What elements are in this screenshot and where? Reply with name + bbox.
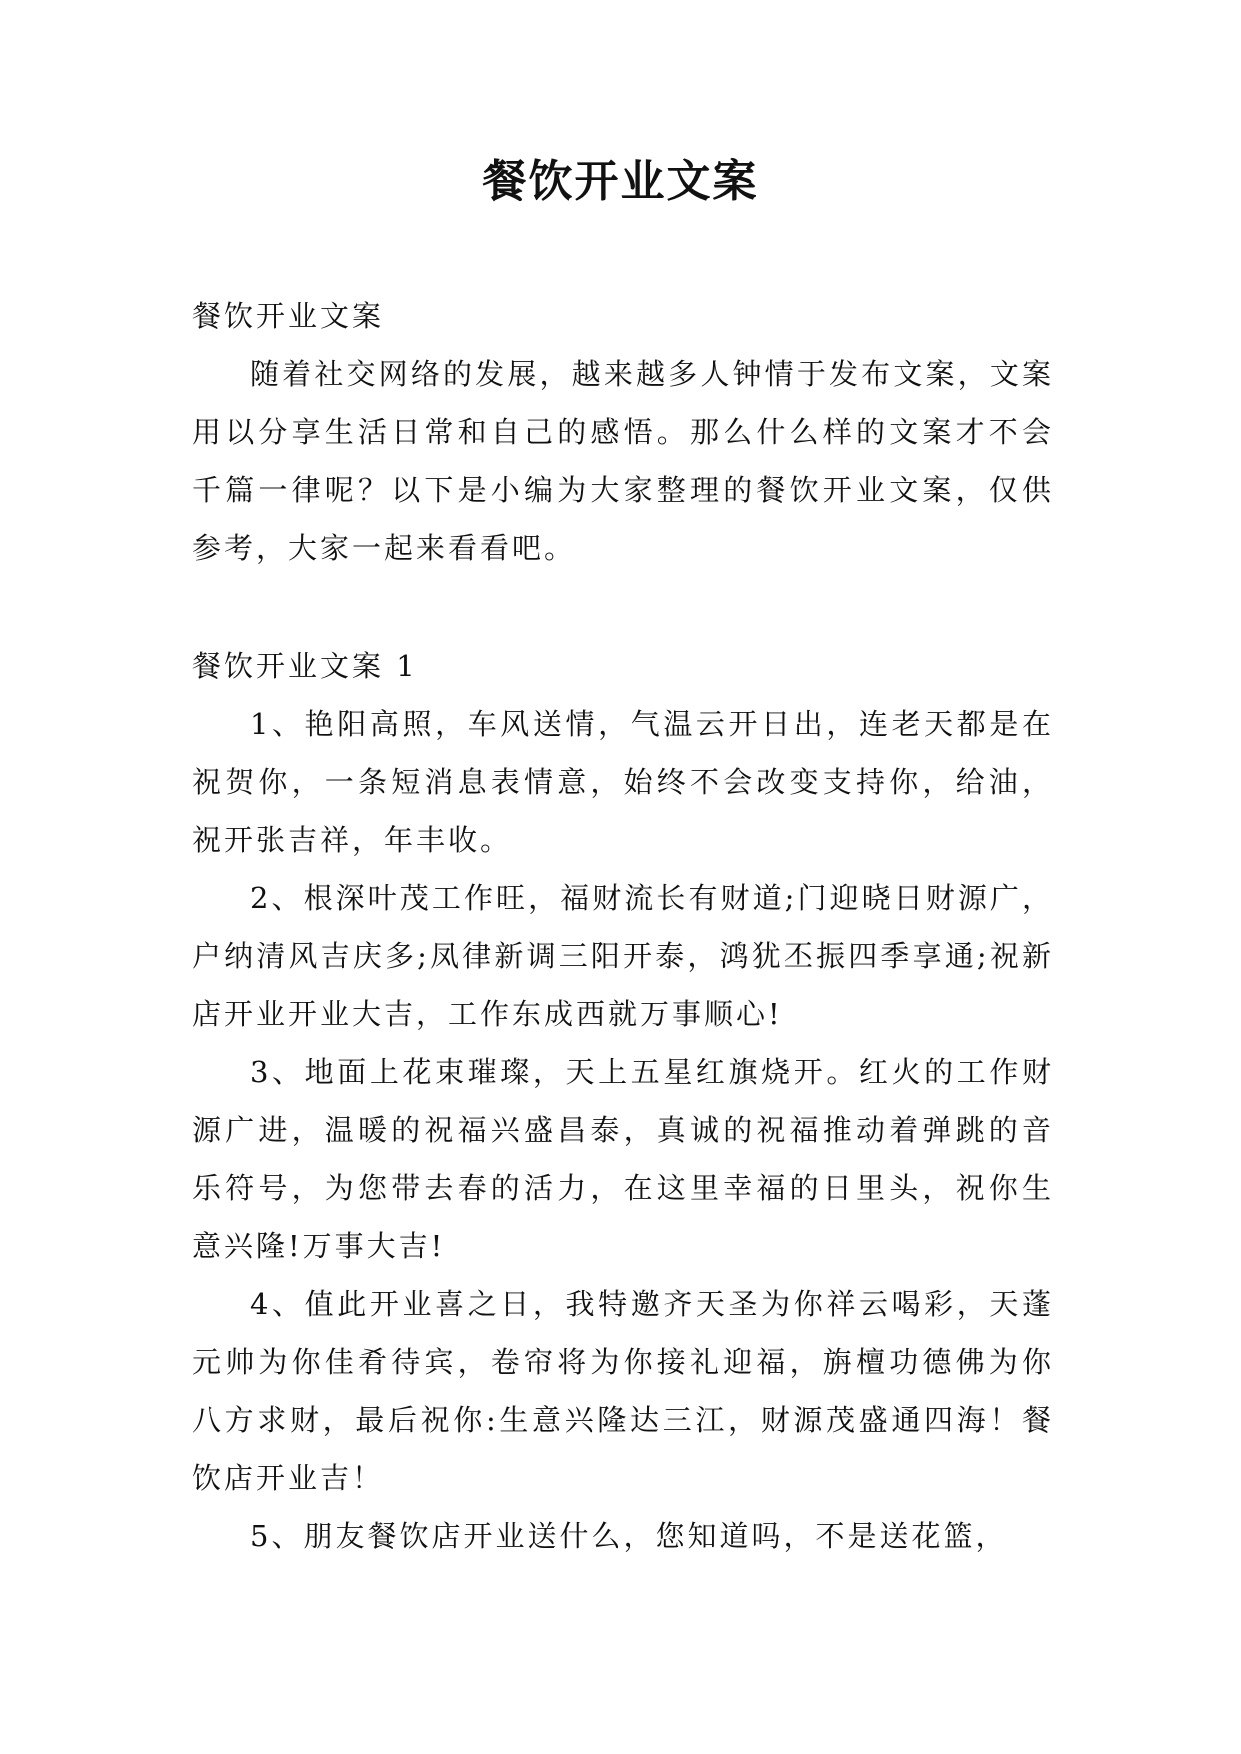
- document-title: 餐饮开业文案: [482, 156, 759, 207]
- subtitle: 餐饮开业文案: [192, 299, 385, 333]
- list-item: 2、根深叶茂工作旺，福财流长有财道;门迎晓日财源广，户纳清风吉庆多;凤律新调三阳开泰，鸿犹丕振四季享通;祝新店开业开业大吉，工作东成西就万事顺心!: [192, 881, 1054, 1031]
- list-item: 5、朋友餐饮店开业送什么，您知道吗，不是送花篮，: [250, 1519, 1008, 1553]
- document-body: [192, 287, 1054, 1565]
- intro-paragraph: 随着社交网络的发展，越来越多人钟情于发布文案，文案用以分享生活日常和自己的感悟。那么什么样的文案才不会千篇一律呢？以下是小编为大家整理的餐饮开业文案，仅供参考，大家一起来看看吧。: [192, 357, 1054, 565]
- section-heading: 餐饮开业文案 1: [192, 649, 418, 683]
- list-item: 1、艳阳高照，车风送情，气温云开日出，连老天都是在祝贺你，一条短消息表情意，始终不会改变支持你，给油，祝开张吉祥，年丰收。: [192, 707, 1054, 857]
- list-item: 4、值此开业喜之日，我特邀齐天圣为你祥云喝彩，天蓬元帅为你佳肴待宾，卷帘将为你接礼迎福，旃檀功德佛为你八方求财，最后祝你:生意兴隆达三江，财源茂盛通四海！餐饮店开业吉！: [192, 1287, 1054, 1495]
- list-item: 3、地面上花束璀璨，天上五星红旗烧开。红火的工作财源广进，温暖的祝福兴盛昌泰，真诚的祝福推动着弹跳的音乐符号，为您带去春的活力，在这里幸福的日里头，祝你生意兴隆!万事大吉!: [192, 1055, 1054, 1263]
